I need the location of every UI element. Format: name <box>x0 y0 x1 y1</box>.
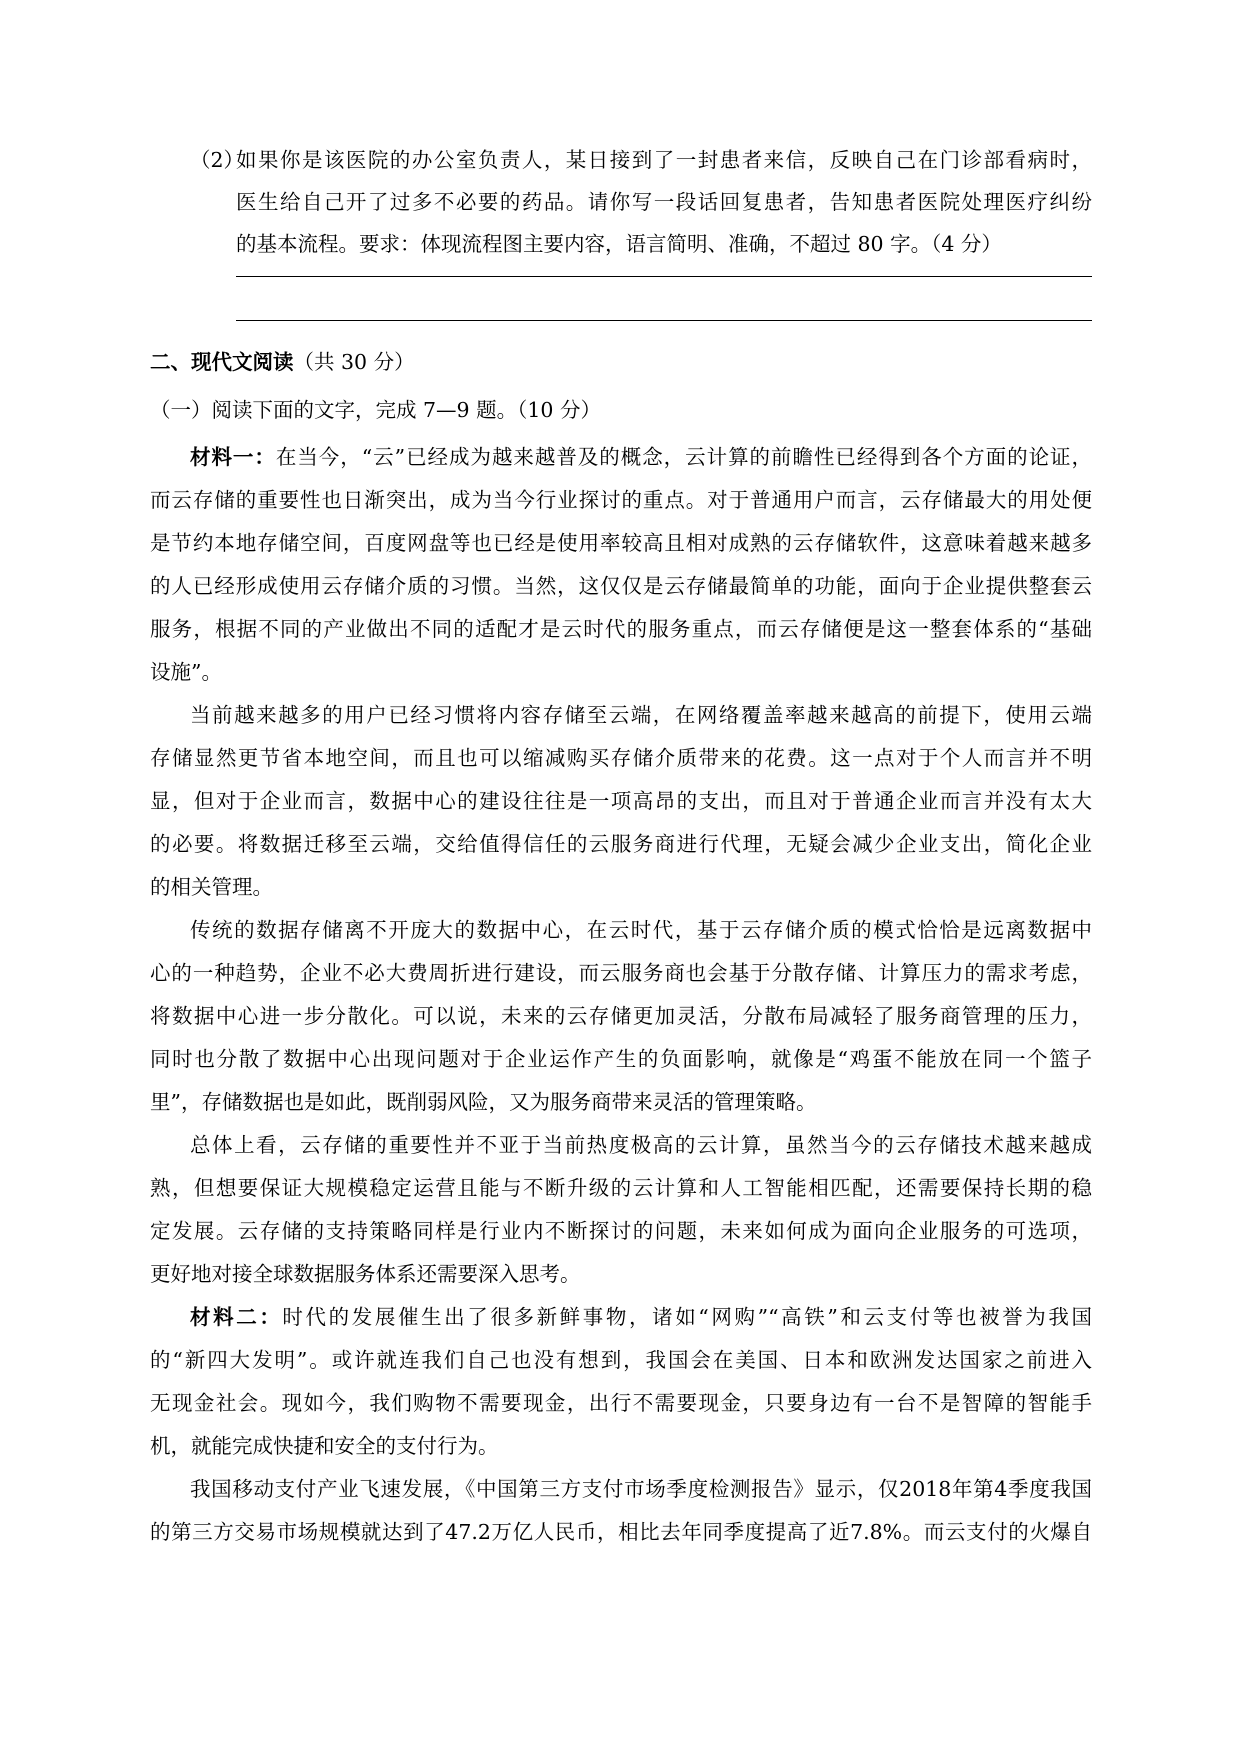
section-score: （共 30 分） <box>293 350 415 374</box>
section-heading <box>150 342 1092 382</box>
paragraph-line: 更好地对接全球数据服务体系还需要深入思考。 <box>150 1262 581 1286</box>
paragraph-line: 心的一种趋势，企业不必大费周折进行建设，而云服务商也会基于分散存储、计算压力的需求考虑， <box>150 961 1092 985</box>
paragraph-line: 的人已经形成使用云存储介质的习惯。当然，这仅仅是云存储最简单的功能，面向于企业提供整套云 <box>150 574 1092 598</box>
paragraph-line: 的第三方交易市场规模就达到了47.2万亿人民币，相比去年同季度提高了近7.8%。而云支付的火爆自 <box>150 1520 1092 1544</box>
paragraph-line: 同时也分散了数据中心出现问题对于企业运作产生的负面影响，就像是“鸡蛋不能放在同一个篮子 <box>150 1047 1092 1071</box>
paragraph-line: 我国移动支付产业飞速发展，《中国第三方支付市场季度检测报告》显示，仅2018年第4季度我国 <box>190 1477 1092 1501</box>
paragraph-line: 的必要。将数据迁移至云端，交给值得信任的云服务商进行代理，无疑会减少企业支出，简化企业 <box>150 832 1092 856</box>
material-label: 材料一： <box>190 445 276 469</box>
paragraph-line: 是节约本地存储空间，百度网盘等也已经是使用率较高且相对成熟的云存储软件，这意味着越来越多 <box>150 531 1092 555</box>
paragraph-line: 而云存储的重要性也日渐突出，成为当今行业探讨的重点。对于普通用户而言，云存储最大的用处便 <box>150 488 1092 512</box>
paragraph-line: 里”，存储数据也是如此，既削弱风险，又为服务商带来灵活的管理策略。 <box>150 1090 817 1114</box>
paragraph-line: 定发展。云存储的支持策略同样是行业内不断探讨的问题，未来如何成为面向企业服务的可选项， <box>150 1219 1092 1243</box>
part-intro: （一）阅读下面的文字，完成 7—9 题。（10 分） <box>150 398 601 422</box>
paragraph-line: 的相关管理。 <box>150 875 273 899</box>
paragraph-line: 的“新四大发明”。或许就连我们自己也没有想到，我国会在美国、日本和欧洲发达国家之前进入 <box>150 1348 1092 1372</box>
paragraph-line: 将数据中心进一步分散化。可以说，未来的云存储更加灵活，分散布局减轻了服务商管理的压力， <box>150 1004 1092 1028</box>
material-label: 材料二： <box>190 1305 283 1329</box>
paragraph-line: 设施”。 <box>150 660 222 684</box>
paragraph-line: 当前越来越多的用户已经习惯将内容存储至云端，在网络覆盖率越来越高的前提下，使用云端 <box>190 703 1092 727</box>
question-text-line: 的基本流程。要求：体现流程图主要内容，语言简明、准确，不超过 80 字。（4 分） <box>236 232 1002 256</box>
paragraph-line: 服务，根据不同的产业做出不同的适配才是云时代的服务重点，而云存储便是这一整套体系的“基础 <box>150 617 1092 641</box>
paragraph-line: 存储显然更节省本地空间，而且也可以缩减购买存储介质带来的花费。这一点对于个人而言并不明 <box>150 746 1092 770</box>
section-title: 二、现代文阅读 <box>150 350 294 374</box>
paragraph-line: 传统的数据存储离不开庞大的数据中心，在云时代，基于云存储介质的模式恰恰是远离数据中 <box>190 918 1092 942</box>
paragraph-line: 材料二：时代的发展催生出了很多新鲜事物，诸如“网购”“高铁”和云支付等也被誉为我国 <box>190 1305 1093 1329</box>
paragraph-line: 无现金社会。现如今，我们购物不需要现金，出行不需要现金，只要身边有一台不是智障的智能手 <box>150 1391 1092 1415</box>
paragraph-line: 材料一：在当今，“云”已经成为越来越普及的概念，云计算的前瞻性已经得到各个方面的论证， <box>190 445 1093 469</box>
question-text-line: 医生给自己开了过多不必要的药品。请你写一段话回复患者，告知患者医院处理医疗纠纷 <box>236 190 1092 214</box>
paragraph-line: 熟，但想要保证大规模稳定运营且能与不断升级的云计算和人工智能相匹配，还需要保持长期的稳 <box>150 1176 1092 1200</box>
answer-line[interactable] <box>236 276 1092 277</box>
question-text-line: 如果你是该医院的办公室负责人，某日接到了一封患者来信，反映自己在门诊部看病时， <box>236 148 1092 172</box>
answer-line[interactable] <box>236 320 1092 321</box>
paragraph-line: 机，就能完成快捷和安全的支付行为。 <box>150 1434 499 1458</box>
paragraph-line: 总体上看，云存储的重要性并不亚于当前热度极高的云计算，虽然当今的云存储技术越来越成 <box>190 1133 1092 1157</box>
paragraph-line: 显，但对于企业而言，数据中心的建设往往是一项高昂的支出，而且对于普通企业而言并没有太大 <box>150 789 1092 813</box>
question-number: （2） <box>190 148 245 172</box>
